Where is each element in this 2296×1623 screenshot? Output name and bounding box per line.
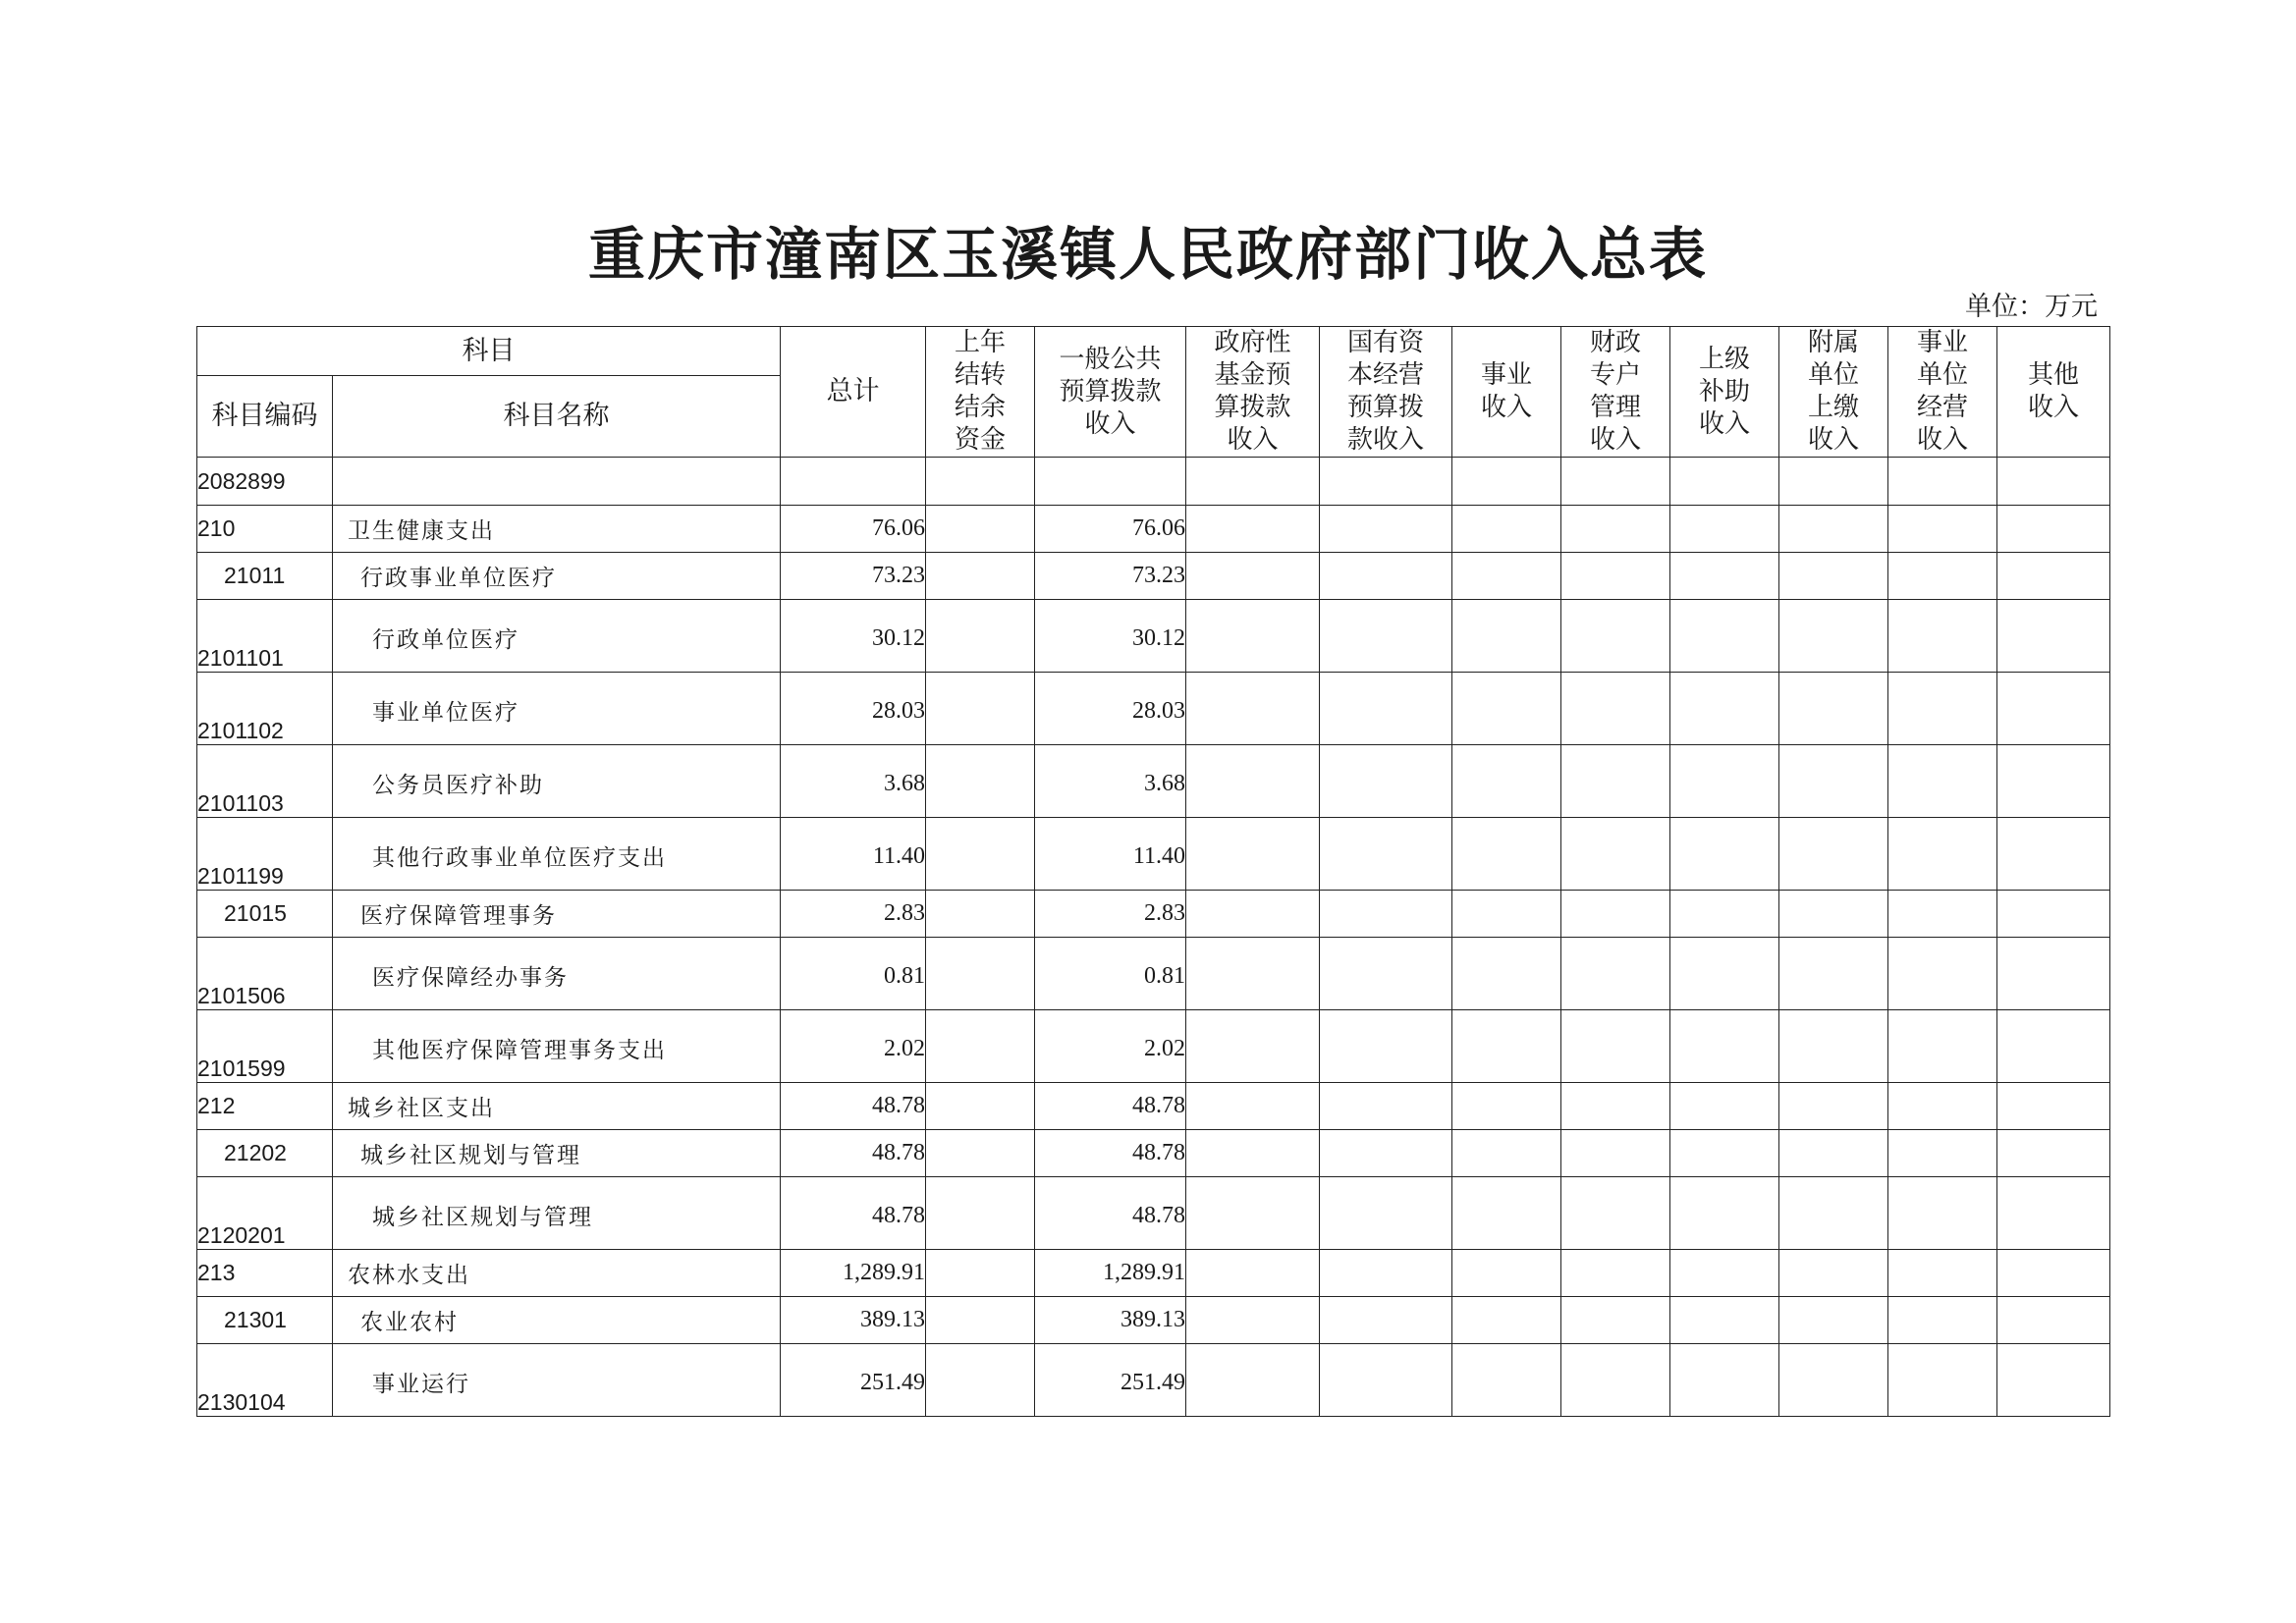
empty-income-cell bbox=[1779, 818, 1888, 891]
total-cell: 48.78 bbox=[781, 1083, 926, 1130]
empty-income-cell bbox=[1670, 1083, 1779, 1130]
empty-income-cell bbox=[1670, 553, 1779, 600]
col-header-line: 收入 bbox=[1480, 393, 1532, 422]
general-budget-cell: 3.68 bbox=[1035, 745, 1186, 818]
general-budget-cell: 389.13 bbox=[1035, 1297, 1186, 1344]
empty-income-cell bbox=[1186, 745, 1320, 818]
empty-income-cell bbox=[1997, 458, 2110, 506]
empty-income-cell bbox=[1670, 1177, 1779, 1250]
empty-income-cell bbox=[1779, 938, 1888, 1010]
empty-income-cell bbox=[1779, 458, 1888, 506]
empty-income-cell bbox=[1779, 1297, 1888, 1344]
empty-income-cell bbox=[1888, 1297, 1997, 1344]
subject-code-cell: 2101103 bbox=[197, 745, 333, 818]
table-row bbox=[197, 1250, 2110, 1297]
subject-name-cell: 城乡社区规划与管理 bbox=[333, 1130, 781, 1177]
subject-name-cell: 其他医疗保障管理事务支出 bbox=[333, 1010, 781, 1083]
empty-income-cell bbox=[1670, 891, 1779, 938]
empty-income-cell bbox=[1670, 1130, 1779, 1177]
empty-income-cell bbox=[1452, 600, 1561, 673]
empty-income-cell bbox=[1561, 1297, 1670, 1344]
total-cell: 48.78 bbox=[781, 1130, 926, 1177]
subject-code-cell: 2101199 bbox=[197, 818, 333, 891]
col-header-line: 政府性 bbox=[1214, 328, 1291, 357]
empty-income-cell bbox=[1779, 553, 1888, 600]
empty-income-cell bbox=[1320, 745, 1452, 818]
empty-income-cell bbox=[1320, 1297, 1452, 1344]
empty-income-cell bbox=[1186, 506, 1320, 553]
empty-income-cell bbox=[1888, 1010, 1997, 1083]
carryover-cell bbox=[926, 1010, 1035, 1083]
empty-income-cell bbox=[1561, 1083, 1670, 1130]
subject-name-cell: 公务员医疗补助 bbox=[333, 745, 781, 818]
subject-name-cell: 其他行政事业单位医疗支出 bbox=[333, 818, 781, 891]
carryover-cell bbox=[926, 600, 1035, 673]
empty-income-cell bbox=[1997, 745, 2110, 818]
empty-income-cell bbox=[1997, 938, 2110, 1010]
empty-income-cell bbox=[1888, 458, 1997, 506]
subject-code-cell: 21202 bbox=[197, 1130, 333, 1177]
empty-income-cell bbox=[1320, 600, 1452, 673]
col-header-business-income bbox=[1452, 327, 1561, 458]
general-budget-cell: 1,289.91 bbox=[1035, 1250, 1186, 1297]
empty-income-cell bbox=[1888, 506, 1997, 553]
empty-income-cell bbox=[1670, 673, 1779, 745]
total-cell: 73.23 bbox=[781, 553, 926, 600]
empty-income-cell bbox=[1186, 1130, 1320, 1177]
table-row bbox=[197, 673, 2110, 745]
col-header-special-account bbox=[1561, 327, 1670, 458]
empty-income-cell bbox=[1779, 1250, 1888, 1297]
empty-income-cell bbox=[1997, 891, 2110, 938]
empty-income-cell bbox=[1320, 673, 1452, 745]
carryover-cell bbox=[926, 458, 1035, 506]
total-cell: 30.12 bbox=[781, 600, 926, 673]
general-budget-cell: 48.78 bbox=[1035, 1130, 1186, 1177]
col-header-line: 收入 bbox=[1807, 425, 1859, 455]
empty-income-cell bbox=[1888, 745, 1997, 818]
total-cell bbox=[781, 458, 926, 506]
empty-income-cell bbox=[1888, 818, 1997, 891]
empty-income-cell bbox=[1670, 600, 1779, 673]
empty-income-cell bbox=[1779, 891, 1888, 938]
col-header-line: 财政 bbox=[1589, 328, 1641, 357]
empty-income-cell bbox=[1186, 1010, 1320, 1083]
empty-income-cell bbox=[1779, 1010, 1888, 1083]
empty-income-cell bbox=[1779, 1177, 1888, 1250]
table-row bbox=[197, 818, 2110, 891]
empty-income-cell bbox=[1452, 818, 1561, 891]
subject-name-cell: 城乡社区规划与管理 bbox=[333, 1177, 781, 1250]
carryover-cell bbox=[926, 1177, 1035, 1250]
col-header-line: 收入 bbox=[1084, 408, 1136, 439]
empty-income-cell bbox=[1888, 1083, 1997, 1130]
general-budget-cell: 28.03 bbox=[1035, 673, 1186, 745]
carryover-cell bbox=[926, 745, 1035, 818]
empty-income-cell bbox=[1186, 1177, 1320, 1250]
empty-income-cell bbox=[1997, 673, 2110, 745]
empty-income-cell bbox=[1888, 1344, 1997, 1417]
carryover-cell bbox=[926, 1297, 1035, 1344]
col-header-other bbox=[1997, 327, 2110, 458]
empty-income-cell bbox=[1320, 891, 1452, 938]
subject-code-cell: 210 bbox=[197, 506, 333, 553]
total-cell: 76.06 bbox=[781, 506, 926, 553]
empty-income-cell bbox=[1997, 1250, 2110, 1297]
general-budget-cell: 2.02 bbox=[1035, 1010, 1186, 1083]
col-header-line: 其他 bbox=[2027, 360, 2079, 390]
general-budget-cell bbox=[1035, 458, 1186, 506]
col-header-line: 资金 bbox=[954, 425, 1006, 455]
empty-income-cell bbox=[1320, 458, 1452, 506]
total-cell: 11.40 bbox=[781, 818, 926, 891]
col-header-line: 补助 bbox=[1698, 376, 1750, 406]
subject-name-cell: 卫生健康支出 bbox=[333, 506, 781, 553]
table-row bbox=[197, 1010, 2110, 1083]
empty-income-cell bbox=[1888, 1250, 1997, 1297]
col-header-line: 管理 bbox=[1589, 393, 1641, 422]
carryover-cell bbox=[926, 891, 1035, 938]
empty-income-cell bbox=[1452, 458, 1561, 506]
subject-name-cell: 城乡社区支出 bbox=[333, 1083, 781, 1130]
general-budget-cell: 2.83 bbox=[1035, 891, 1186, 938]
empty-income-cell bbox=[1320, 818, 1452, 891]
empty-income-cell bbox=[1561, 600, 1670, 673]
empty-income-cell bbox=[1320, 1130, 1452, 1177]
empty-income-cell bbox=[1186, 818, 1320, 891]
col-header-line: 预算拨款 bbox=[1059, 376, 1162, 406]
col-header-line: 本经营 bbox=[1346, 360, 1424, 390]
col-header-line: 收入 bbox=[1916, 425, 1968, 455]
subject-name-cell: 医疗保障经办事务 bbox=[333, 938, 781, 1010]
empty-income-cell bbox=[1997, 600, 2110, 673]
empty-income-cell bbox=[1452, 553, 1561, 600]
empty-income-cell bbox=[1561, 1177, 1670, 1250]
empty-income-cell bbox=[1186, 1297, 1320, 1344]
col-header-total bbox=[781, 327, 926, 458]
empty-income-cell bbox=[1997, 1010, 2110, 1083]
col-header-line: 附属 bbox=[1807, 328, 1859, 357]
col-header-line: 国有资 bbox=[1346, 328, 1424, 357]
empty-income-cell bbox=[1779, 673, 1888, 745]
total-cell: 48.78 bbox=[781, 1177, 926, 1250]
empty-income-cell bbox=[1779, 745, 1888, 818]
table-body bbox=[197, 458, 2110, 1417]
empty-income-cell bbox=[1997, 553, 2110, 600]
empty-income-cell bbox=[1997, 506, 2110, 553]
general-budget-cell: 11.40 bbox=[1035, 818, 1186, 891]
empty-income-cell bbox=[1779, 506, 1888, 553]
subject-code-cell: 2101506 bbox=[197, 938, 333, 1010]
table-row bbox=[197, 1130, 2110, 1177]
carryover-cell bbox=[926, 673, 1035, 745]
empty-income-cell bbox=[1320, 1250, 1452, 1297]
empty-income-cell bbox=[1186, 673, 1320, 745]
empty-income-cell bbox=[1452, 1177, 1561, 1250]
empty-income-cell bbox=[1997, 1297, 2110, 1344]
total-cell: 3.68 bbox=[781, 745, 926, 818]
subject-name-cell bbox=[333, 458, 781, 506]
subject-name-cell: 医疗保障管理事务 bbox=[333, 891, 781, 938]
empty-income-cell bbox=[1561, 458, 1670, 506]
table-row bbox=[197, 1083, 2110, 1130]
col-header-line: 上年 bbox=[954, 328, 1006, 357]
empty-income-cell bbox=[1888, 553, 1997, 600]
income-summary-table bbox=[196, 326, 2110, 1417]
subject-code-cell: 212 bbox=[197, 1083, 333, 1130]
empty-income-cell bbox=[1320, 1083, 1452, 1130]
subject-group-header: 科目 bbox=[197, 327, 781, 376]
col-header-line: 收入 bbox=[1589, 425, 1641, 455]
col-header-line: 总计 bbox=[826, 376, 880, 406]
page-title: 重庆市潼南区玉溪镇人民政府部门收入总表 bbox=[587, 221, 1708, 288]
empty-income-cell bbox=[1779, 1344, 1888, 1417]
general-budget-cell: 30.12 bbox=[1035, 600, 1186, 673]
col-header-affiliate-remit bbox=[1779, 327, 1888, 458]
col-header-code: 科目编码 bbox=[197, 376, 333, 458]
empty-income-cell bbox=[1670, 1250, 1779, 1297]
empty-income-cell bbox=[1888, 891, 1997, 938]
empty-income-cell bbox=[1320, 1010, 1452, 1083]
total-cell: 389.13 bbox=[781, 1297, 926, 1344]
subject-name-cell: 农林水支出 bbox=[333, 1250, 781, 1297]
empty-income-cell bbox=[1452, 1130, 1561, 1177]
col-header-line: 算拨款 bbox=[1214, 393, 1291, 422]
total-cell: 2.83 bbox=[781, 891, 926, 938]
col-header-line: 结余 bbox=[954, 393, 1006, 422]
col-header-line: 单位 bbox=[1916, 360, 1968, 390]
subject-code-cell: 21015 bbox=[197, 891, 333, 938]
empty-income-cell bbox=[1997, 1177, 2110, 1250]
empty-income-cell bbox=[1561, 1250, 1670, 1297]
col-header-line: 基金预 bbox=[1214, 360, 1291, 390]
col-header-name: 科目名称 bbox=[333, 376, 781, 458]
general-budget-cell: 251.49 bbox=[1035, 1344, 1186, 1417]
col-header-superior-subsidy bbox=[1670, 327, 1779, 458]
empty-income-cell bbox=[1670, 745, 1779, 818]
empty-income-cell bbox=[1997, 1130, 2110, 1177]
empty-income-cell bbox=[1888, 1177, 1997, 1250]
subject-name-cell: 农业农村 bbox=[333, 1297, 781, 1344]
empty-income-cell bbox=[1320, 1344, 1452, 1417]
empty-income-cell bbox=[1561, 938, 1670, 1010]
subject-code-cell: 2101101 bbox=[197, 600, 333, 673]
empty-income-cell bbox=[1186, 458, 1320, 506]
subject-name-cell: 行政单位医疗 bbox=[333, 600, 781, 673]
subject-code-cell: 2130104 bbox=[197, 1344, 333, 1417]
empty-income-cell bbox=[1670, 938, 1779, 1010]
empty-income-cell bbox=[1452, 673, 1561, 745]
empty-income-cell bbox=[1452, 1250, 1561, 1297]
empty-income-cell bbox=[1452, 1344, 1561, 1417]
empty-income-cell bbox=[1997, 818, 2110, 891]
col-header-carryover bbox=[926, 327, 1035, 458]
empty-income-cell bbox=[1186, 1344, 1320, 1417]
col-header-general-budget bbox=[1035, 327, 1186, 458]
empty-income-cell bbox=[1561, 818, 1670, 891]
empty-income-cell bbox=[1779, 1130, 1888, 1177]
empty-income-cell bbox=[1452, 891, 1561, 938]
empty-income-cell bbox=[1452, 1083, 1561, 1130]
empty-income-cell bbox=[1320, 553, 1452, 600]
col-header-gov-fund bbox=[1186, 327, 1320, 458]
col-header-line: 上缴 bbox=[1807, 393, 1859, 422]
empty-income-cell bbox=[1670, 458, 1779, 506]
subject-name-cell: 事业单位医疗 bbox=[333, 673, 781, 745]
empty-income-cell bbox=[1561, 1344, 1670, 1417]
col-header-line: 上级 bbox=[1698, 344, 1750, 374]
subject-code-cell: 213 bbox=[197, 1250, 333, 1297]
empty-income-cell bbox=[1561, 506, 1670, 553]
carryover-cell bbox=[926, 1130, 1035, 1177]
general-budget-cell: 48.78 bbox=[1035, 1177, 1186, 1250]
col-header-line: 专户 bbox=[1589, 360, 1641, 390]
empty-income-cell bbox=[1997, 1083, 2110, 1130]
empty-income-cell bbox=[1561, 745, 1670, 818]
table-row bbox=[197, 1297, 2110, 1344]
carryover-cell bbox=[926, 553, 1035, 600]
empty-income-cell bbox=[1670, 506, 1779, 553]
empty-income-cell bbox=[1320, 938, 1452, 1010]
empty-income-cell bbox=[1561, 1010, 1670, 1083]
total-cell: 1,289.91 bbox=[781, 1250, 926, 1297]
general-budget-cell: 48.78 bbox=[1035, 1083, 1186, 1130]
general-budget-cell: 76.06 bbox=[1035, 506, 1186, 553]
empty-income-cell bbox=[1561, 673, 1670, 745]
empty-income-cell bbox=[1779, 600, 1888, 673]
subject-code-cell: 21301 bbox=[197, 1297, 333, 1344]
col-header-line: 一般公共 bbox=[1059, 344, 1162, 374]
table-row bbox=[197, 1177, 2110, 1250]
table-row bbox=[197, 891, 2110, 938]
table-row bbox=[197, 745, 2110, 818]
total-cell: 28.03 bbox=[781, 673, 926, 745]
subject-code-cell: 2082899 bbox=[197, 458, 333, 506]
col-header-line: 结转 bbox=[954, 360, 1006, 390]
carryover-cell bbox=[926, 1344, 1035, 1417]
empty-income-cell bbox=[1670, 1010, 1779, 1083]
subject-name-cell: 事业运行 bbox=[333, 1344, 781, 1417]
empty-income-cell bbox=[1779, 1083, 1888, 1130]
table-row bbox=[197, 506, 2110, 553]
empty-income-cell bbox=[1888, 1130, 1997, 1177]
col-header-line: 事业 bbox=[1480, 360, 1532, 390]
empty-income-cell bbox=[1888, 673, 1997, 745]
empty-income-cell bbox=[1320, 506, 1452, 553]
empty-income-cell bbox=[1186, 600, 1320, 673]
col-header-state-capital bbox=[1320, 327, 1452, 458]
empty-income-cell bbox=[1186, 1083, 1320, 1130]
empty-income-cell bbox=[1561, 1130, 1670, 1177]
carryover-cell bbox=[926, 506, 1035, 553]
empty-income-cell bbox=[1186, 891, 1320, 938]
general-budget-cell: 73.23 bbox=[1035, 553, 1186, 600]
empty-income-cell bbox=[1452, 745, 1561, 818]
subject-code-cell: 21011 bbox=[197, 553, 333, 600]
subject-code-cell: 2120201 bbox=[197, 1177, 333, 1250]
empty-income-cell bbox=[1888, 938, 1997, 1010]
total-cell: 251.49 bbox=[781, 1344, 926, 1417]
col-header-line: 经营 bbox=[1916, 393, 1968, 422]
empty-income-cell bbox=[1452, 1297, 1561, 1344]
col-header-line: 款收入 bbox=[1346, 425, 1424, 455]
col-header-line: 预算拨 bbox=[1346, 393, 1424, 422]
total-cell: 2.02 bbox=[781, 1010, 926, 1083]
empty-income-cell bbox=[1888, 600, 1997, 673]
empty-income-cell bbox=[1452, 506, 1561, 553]
empty-income-cell bbox=[1320, 1177, 1452, 1250]
col-header-line: 收入 bbox=[2027, 393, 2079, 422]
empty-income-cell bbox=[1186, 938, 1320, 1010]
empty-income-cell bbox=[1997, 1344, 2110, 1417]
subject-name-cell: 行政事业单位医疗 bbox=[333, 553, 781, 600]
carryover-cell bbox=[926, 1083, 1035, 1130]
subject-code-cell: 2101599 bbox=[197, 1010, 333, 1083]
col-header-line: 收入 bbox=[1698, 408, 1750, 439]
empty-income-cell bbox=[1670, 1297, 1779, 1344]
carryover-cell bbox=[926, 938, 1035, 1010]
empty-income-cell bbox=[1452, 1010, 1561, 1083]
col-header-line: 单位 bbox=[1807, 360, 1859, 390]
unit-label: 单位：万元 bbox=[1965, 292, 2098, 322]
subject-code-cell: 2101102 bbox=[197, 673, 333, 745]
col-header-line: 事业 bbox=[1916, 328, 1968, 357]
table-row bbox=[197, 938, 2110, 1010]
col-header-line: 收入 bbox=[1227, 425, 1279, 455]
empty-income-cell bbox=[1186, 553, 1320, 600]
col-header-unit-operation bbox=[1888, 327, 1997, 458]
table-row bbox=[197, 600, 2110, 673]
table-row bbox=[197, 458, 2110, 506]
carryover-cell bbox=[926, 1250, 1035, 1297]
carryover-cell bbox=[926, 818, 1035, 891]
table-row bbox=[197, 1344, 2110, 1417]
table-row bbox=[197, 553, 2110, 600]
empty-income-cell bbox=[1186, 1250, 1320, 1297]
empty-income-cell bbox=[1670, 818, 1779, 891]
empty-income-cell bbox=[1670, 1344, 1779, 1417]
empty-income-cell bbox=[1561, 553, 1670, 600]
general-budget-cell: 0.81 bbox=[1035, 938, 1186, 1010]
total-cell: 0.81 bbox=[781, 938, 926, 1010]
empty-income-cell bbox=[1561, 891, 1670, 938]
empty-income-cell bbox=[1452, 938, 1561, 1010]
